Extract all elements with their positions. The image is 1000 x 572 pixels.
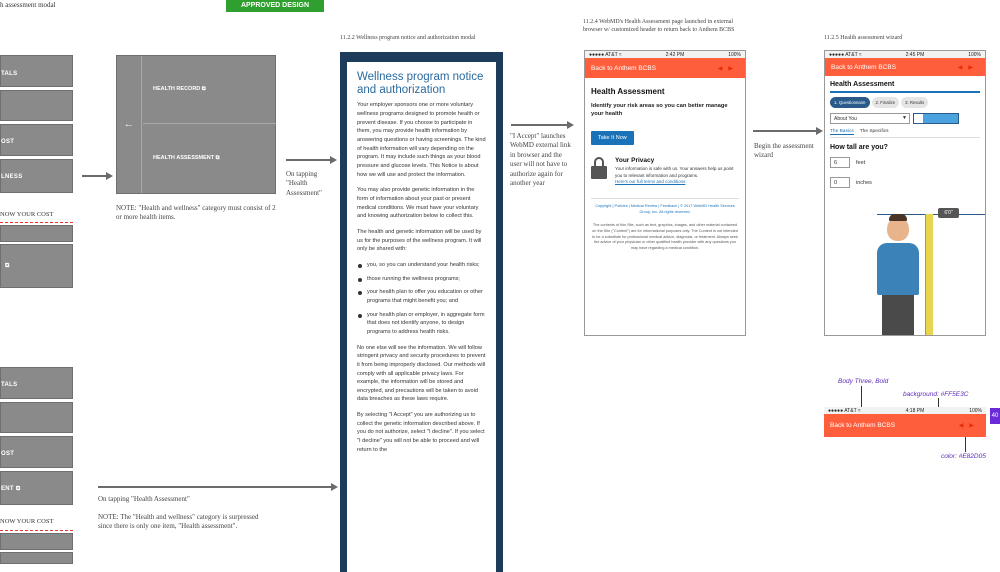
modal-section-label: 11.2.2 Wellness program notice and authorization modal [340, 35, 476, 41]
tab-specifics[interactable]: The Specifics [859, 129, 889, 134]
flow-arrow-5 [98, 486, 332, 488]
battery-text: 100% [969, 407, 982, 414]
lock-icon [591, 157, 607, 179]
left-tile-b1[interactable]: TALS [0, 367, 73, 399]
back-to-anthem-bar[interactable] [825, 58, 985, 76]
back-to-anthem-bar[interactable] [824, 414, 986, 437]
know-your-cost-label-bottom: NOW YOUR COST [0, 518, 54, 525]
red-dashed-divider-bottom [0, 530, 73, 531]
flow-arrow-3 [511, 124, 568, 126]
list-item: those running the wellness programs; [357, 275, 486, 284]
font-annotation: Body Three, Bold [838, 378, 889, 385]
bottom-tap-note: On tapping "Health Assessment" [98, 495, 190, 503]
menu-item-health-assessment[interactable] [143, 125, 276, 193]
left-tile-1[interactable]: TALS [0, 55, 73, 87]
height-ruler[interactable] [925, 214, 933, 336]
spec-bar-sample [824, 407, 986, 437]
external-link-icon: ⧉ [5, 263, 10, 269]
modal-title: Wellness program notice and authorization [357, 71, 484, 97]
menu-item-health-record[interactable] [143, 56, 276, 124]
health-assessment-subheading: Identify your risk areas so you can better manage your health [591, 103, 728, 118]
status-bar [585, 51, 745, 58]
time-text: 2:45 PM [905, 51, 925, 58]
person-pants [882, 295, 914, 336]
privacy-text: Your information is safe with us. Your answers help us point you to relevant information and programs. [615, 166, 734, 178]
disclaimer-text: The contents of this Site, such as text, graphics, images, and other material contained on the Site ("Content") are for informational purposes only. The Content is not intended to be a substitute for professional medical advice, diagnosis, or treatment. Always seek the advice of your physician or other qualified health provider with any questions you may have regarding a medical condition. [592, 223, 738, 250]
section-select-value: About You [834, 116, 857, 122]
on-tapping-note: On tapping "Health Assessment" [286, 170, 322, 197]
phone1-screen [584, 50, 746, 336]
nav-arrows-icon: ◀▶ [957, 64, 979, 71]
external-link-icon: ⧉ [15, 486, 21, 492]
list-item: your health plan to offer you education or other programs that might benefit you; and [357, 288, 486, 305]
phone2-screen [824, 50, 986, 336]
external-link-icon: ⧉ [215, 155, 220, 161]
back-to-anthem-label: Back to Anthem BCBS [831, 63, 897, 71]
nav-arrows-icon: ◀▶ [717, 65, 739, 72]
left-tile-3[interactable]: OST [0, 124, 73, 156]
list-item: your health plan or employer, in aggregate form that does not identify anyone, to design programs to address health risks. [357, 311, 486, 337]
battery-text: 100% [728, 51, 741, 58]
status-bar [825, 51, 985, 58]
step-finalize[interactable]: 2. Finalize [872, 97, 900, 108]
modal-paragraph-1: Your employer sponsors one or more voluntary wellness programs designed to promote health or prevent disease. If you choose to participate in them, you may provide health information by answering questions or having screenings. The kind of health information will vary depending on the program. It may include such things as your blood pressure and glucose levels. This Notice is about how we will use and protect the information. [357, 102, 486, 178]
flow-arrow-4 [753, 130, 817, 132]
privacy-terms-link[interactable]: Here's our full terms and conditions [615, 178, 686, 184]
modal-paragraph-5: By selecting "I Accept" you are authorizing us to collect the genetic information described above. If you do not authorize, select "I decline". If you select "I decline" you will not be able to proceed and will return to the [357, 412, 485, 453]
wizard-steps [830, 97, 980, 108]
left-tile-b4[interactable] [0, 471, 73, 505]
phone2-section-label: 11.2.5 Health assessment wizard [824, 35, 903, 41]
battery-text: 100% [968, 51, 981, 58]
modal-paragraph-2: You may also provide genetic information in the form of information about your past or present medical conditions. We must have your voluntary and knowing authorization below to collect this. [357, 187, 479, 220]
left-tile-5[interactable] [0, 225, 73, 242]
wellness-modal [340, 52, 503, 572]
person-shirt [877, 243, 919, 295]
external-link-icon: ⧉ [201, 86, 206, 92]
list-item: you, so you can understand your health risks; [357, 261, 486, 270]
person-hair [889, 214, 907, 221]
back-to-anthem-label: Back to Anthem BCBS [591, 64, 657, 72]
height-question: How tall are you? [830, 144, 888, 151]
modal-content [347, 62, 496, 572]
feet-label: feet [856, 159, 866, 166]
step-results[interactable]: 3. Results [901, 97, 928, 108]
back-arrow-icon[interactable]: ← [117, 56, 142, 193]
phone1-section-label: 11.2.4 WebMD's Health Assessment page launched in external browser w/ customized header to return back to Anthem BCBS [583, 19, 735, 33]
menu-item-label: HEALTH ASSESSMENT [153, 155, 215, 161]
left-tile-b6[interactable] [0, 552, 73, 564]
left-section-title: h assessment modal [0, 1, 56, 9]
red-dashed-divider [0, 222, 73, 223]
flow-arrow-2 [286, 159, 331, 161]
left-tile-6[interactable] [0, 244, 73, 288]
carrier-text: ●●●●● AT&T ≈ [829, 51, 862, 58]
know-your-cost-label: NOW YOUR COST [0, 211, 54, 218]
time-text: 4:18 PM [905, 407, 925, 414]
privacy-title: Your Privacy [615, 157, 655, 165]
left-tile-4[interactable]: LNESS [0, 159, 73, 193]
back-to-anthem-bar[interactable] [585, 58, 745, 78]
left-tile-b4-label: ENT [1, 486, 14, 492]
take-it-now-button[interactable]: Take It Now [591, 131, 634, 145]
progress-bar [913, 113, 959, 124]
health-assessment-heading: Health Assessment [830, 81, 980, 93]
flow-arrow-1 [82, 175, 107, 177]
nav-arrows-icon: ◀▶ [958, 423, 980, 429]
color-annotation: color: #E82D05 [941, 453, 986, 460]
step-questionnaire[interactable]: 1. Questionnaire [830, 97, 870, 108]
health-wellness-panel [116, 55, 276, 194]
status-bar [824, 407, 986, 414]
left-tile-2[interactable] [0, 90, 73, 121]
left-tile-b5[interactable] [0, 533, 73, 550]
carrier-text: ●●●●● AT&T ≈ [828, 407, 861, 414]
back-to-anthem-label: Back to Anthem BCBS [830, 422, 896, 429]
begin-wizard-note: Begin the assessment wizard [754, 142, 814, 160]
footer-links[interactable]: Copyright | Policies | Medical Review | Feedback | © 2017 WebMD Health Services Group, Inc. All rights reserved. [591, 198, 739, 215]
carrier-text: ●●●●● AT&T ≈ [589, 51, 622, 58]
modal-paragraph-4: No one else will see the information. We will follow stringent privacy and security procedures to prevent it from being improperly disclosed. Our methods will comply with all applicable privacy laws. For example, the information will be stored and encrypted, and precautions will be taken to avoid data breaches as these laws require. [357, 344, 486, 403]
left-tile-b3[interactable]: OST [0, 436, 73, 468]
background-annotation: background: #FF5E3C [903, 391, 969, 398]
page-number-tab[interactable]: 40 [990, 408, 1000, 424]
panel-note: NOTE: "Health and wellness" category must consist of 2 or more health items. [116, 204, 276, 222]
feet-input[interactable]: 6 [830, 157, 850, 168]
time-text: 2:42 PM [665, 51, 685, 58]
left-tile-b2[interactable] [0, 402, 73, 433]
section-select[interactable] [830, 113, 910, 124]
inches-label: inches [856, 179, 872, 186]
approved-design-badge: APPROVED DESIGN [226, 0, 324, 12]
i-accept-note: "I Accept" launches WebMD external link in browser and the user will not have to authorize again for another year [510, 132, 571, 188]
tab-basics[interactable]: The Basics [830, 129, 854, 134]
modal-paragraph-3: The health and genetic information will be used by us for the purposes of the wellness program. It will only be shared with: [357, 228, 482, 253]
ruler-value-badge: 6'0" [938, 208, 959, 218]
inches-input[interactable]: 0 [830, 177, 850, 188]
bottom-note: NOTE: The "Health and wellness" category is surpressed since there is only one item, "Health assessment". [98, 513, 259, 531]
health-assessment-heading: Health Assessment [591, 87, 665, 96]
modal-bullet-list [357, 261, 486, 337]
chevron-down-icon: ▼ [902, 115, 907, 121]
menu-item-label: HEALTH RECORD [153, 86, 201, 92]
